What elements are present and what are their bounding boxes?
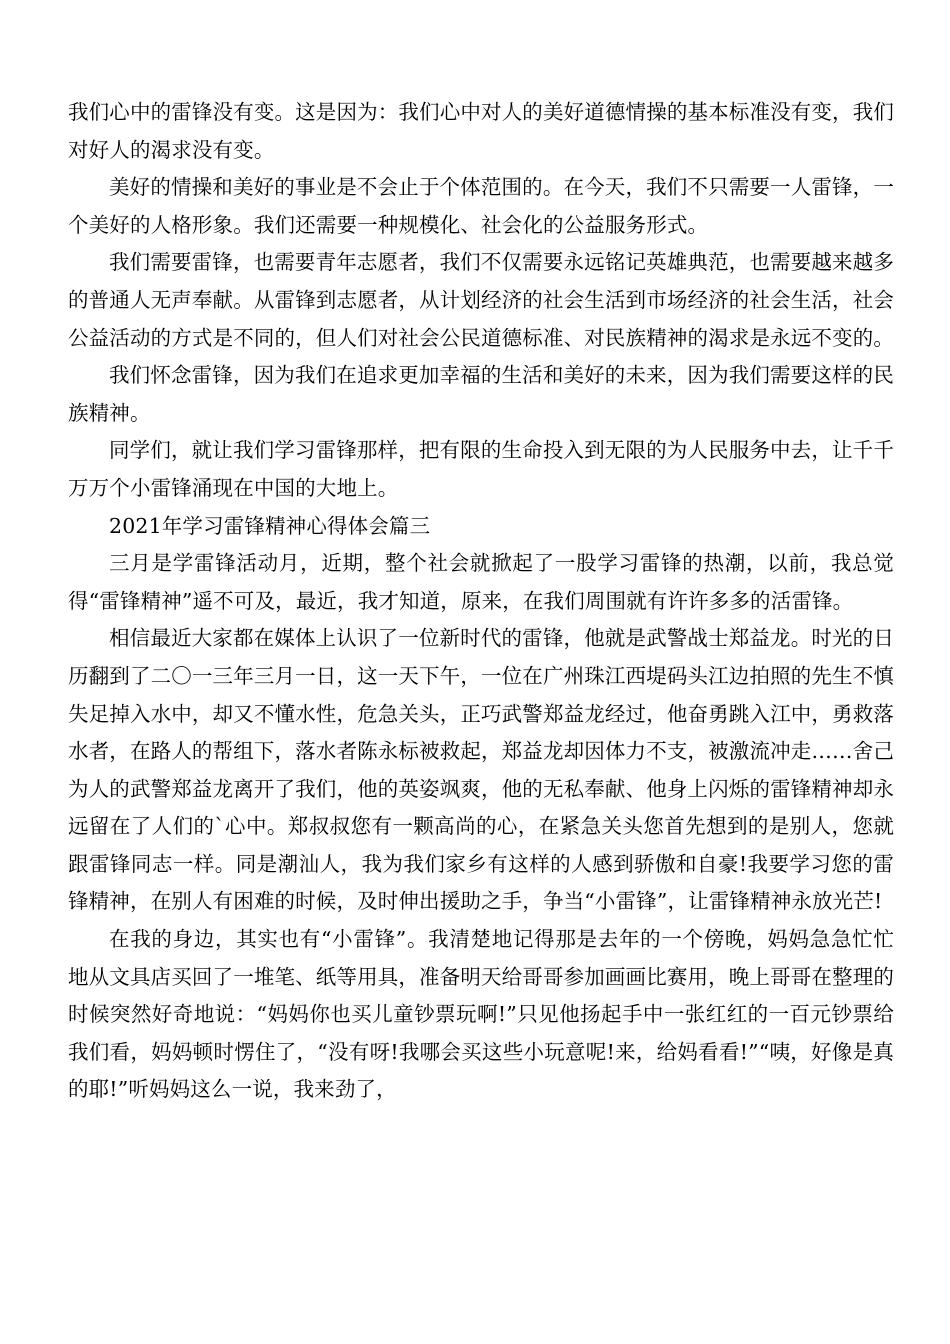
paragraph-9: 在我的身边，其实也有“小雷锋”。我清楚地记得那是去年的一个傍晚，妈妈急急忙忙地从文具店买回了一堆笔、纸等用具，准备明天给哥哥参加画画比赛用，晚上哥哥在整理的时候突然好奇地说：“妈妈你也买儿童钞票玩啊!”只见他扬起手中一张红红的一百元钞票给我们看，妈妈顿时愣住了，“没有呀!我哪会买这些小玩意呢!来，给妈看看!”“咦，好像是真的耶!”听妈妈这么一说，我来劲了， bbox=[68, 927, 894, 1102]
document-page bbox=[68, 94, 894, 1109]
paragraph-8: 相信最近大家都在媒体上认识了一位新时代的雷锋，他就是武警战士郑益龙。时光的日历翻到了二〇一三年三月一日，这一天下午，一位在广州珠江西堤码头江边拍照的先生不慎失足掉入水中，却又不懂水性，危急关头，正巧武警郑益龙经过，他奋勇跳入江中，勇救落水者，在路人的帮组下，落水者陈永标被救起，郑益龙却因体力不支，被激流冲走……舍己为人的武警郑益龙离开了我们，他的英姿飒爽，他的无私奉献、他身上闪烁的雷锋精神却永远留在了人们的`心中。郑叔叔您有一颗高尚的心，在紧急关头您首先想到的是别人，您就跟雷锋同志一样。同是潮汕人，我为我们家乡有这样的人感到骄傲和自豪!我要学习您的雷锋精神，在别人有困难的时候，及时伸出援助之手，争当“小雷锋”，让雷锋精神永放光芒! bbox=[68, 626, 894, 914]
paragraph-1: 我们心中的雷锋没有变。这是因为：我们心中对人的美好道德情操的基本标准没有变，我们对好人的渴求没有变。 bbox=[68, 100, 894, 162]
paragraph-4: 我们怀念雷锋，因为我们在追求更加幸福的生活和美好的未来，因为我们需要这样的民族精神。 bbox=[68, 363, 894, 425]
section-heading: 2021年学习雷锋精神心得体会篇三 bbox=[109, 513, 431, 538]
paragraph-7: 三月是学雷锋活动月，近期，整个社会就掀起了一股学习雷锋的热潮，以前，我总觉得“雷锋精神”遥不可及，最近，我才知道，原来，在我们周围就有许许多多的活雷锋。 bbox=[68, 551, 894, 613]
paragraph-2: 美好的情操和美好的事业是不会止于个体范围的。在今天，我们不只需要一人雷锋，一个美好的人格形象。我们还需要一种规模化、社会化的公益服务形式。 bbox=[68, 175, 894, 237]
paragraph-5: 同学们，就让我们学习雷锋那样，把有限的生命投入到无限的为人民服务中去，让千千万万个小雷锋涌现在中国的大地上。 bbox=[68, 438, 894, 500]
paragraph-3: 我们需要雷锋，也需要青年志愿者，我们不仅需要永远铭记英雄典范，也需要越来越多的普通人无声奉献。从雷锋到志愿者，从计划经济的社会生活到市场经济的社会生活，社会公益活动的方式是不同的，但人们对社会公民道德标准、对民族精神的渴求是永远不变的。 bbox=[68, 250, 894, 350]
